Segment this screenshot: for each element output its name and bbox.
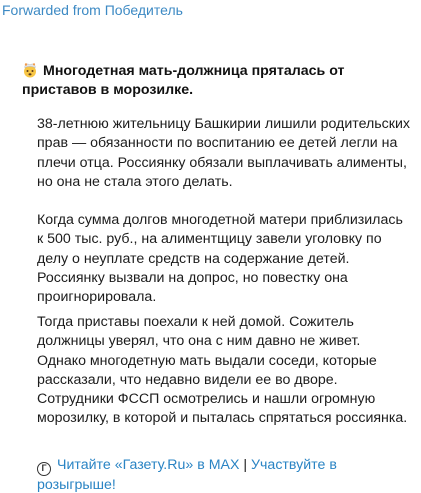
exploding-head-emoji-icon bbox=[22, 62, 38, 78]
post-paragraph-3: Тогда приставы поехали к ней домой. Сожитель должницы уверял, что она с ним давно не живет. Однако многодетную мать выдали соседи, которые рассказали, что недавно видели ее во дворе. Сотрудники ФССП осмотрелись и нашли огромную морозилку, в которой и пыталась спрятаться россиянка. bbox=[37, 314, 408, 427]
post-headline-text: Многодетная мать-должница пряталась от приставов в морозилке. bbox=[22, 63, 345, 98]
forwarded-from-header[interactable]: Forwarded from Победитель bbox=[2, 2, 183, 18]
footer-separator: | bbox=[239, 457, 252, 473]
giveaway-link[interactable]: Участвуйте в розыгрыше! bbox=[37, 457, 337, 493]
post-footer bbox=[37, 456, 417, 493]
post-headline bbox=[22, 62, 402, 99]
post-paragraph-1: 38-летнюю жительницу Башкирии лишили родительских прав — обязанности по воспитанию ее детей легли на плечи отца. Россиянку обязали выплачивать алименты, но она не стала этого делать. bbox=[37, 116, 410, 190]
read-gazeta-link[interactable]: Читайте «Газету.Ru» в MAX bbox=[57, 457, 240, 473]
post-paragraph-2: Когда сумма долгов многодетной матери приблизилась к 500 тыс. руб., на алиментщицу завели уголовку по делу о неуплате средств на содержание детей. Россиянку вызвали на допрос, но повестку она проигнорировала. bbox=[37, 212, 403, 306]
gazeta-logo-icon: Г bbox=[37, 462, 51, 476]
